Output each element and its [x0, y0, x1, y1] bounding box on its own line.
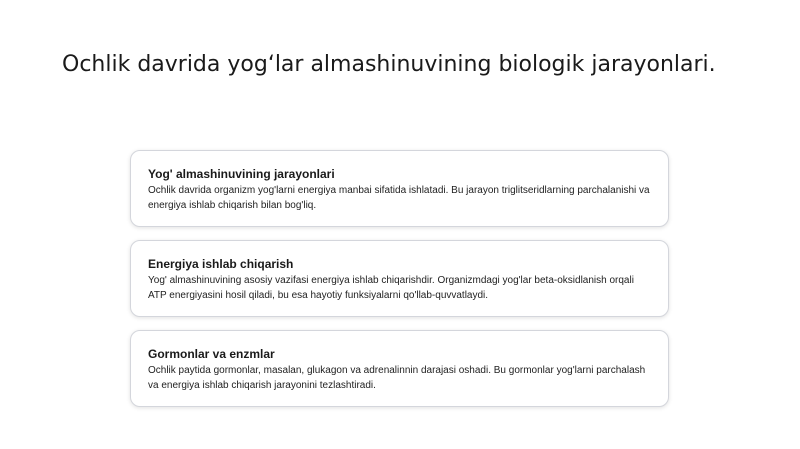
card-title: Energiya ishlab chiqarish — [148, 257, 294, 271]
card-text: Ochlik paytida gormonlar, masalan, glukagon va adrenalinnin darajasi oshadi. Bu gormonlar yog'larni parchalash va energiya ishlab chiqarish jarayonini tezlashtiradi. — [148, 365, 646, 391]
card-text: Yog' almashinuvining asosiy vazifasi energiya ishlab chiqarishdir. Organizmdagi yog'lar beta-oksidlanish orqali ATP energiyasini hosil qiladi, bu esa hayotiy funksiyalarni qo'llab-quvvatlaydi. — [148, 275, 634, 301]
info-card-hormones-enzymes — [130, 330, 669, 407]
card-text: Ochlik davrida organizm yog'larni energiya manbai sifatida ishlatadi. Bu jarayon triglitseridlarning parchalanishi va energiya ishlab chiqarish bilan bog'liq. — [148, 185, 650, 211]
info-card-energy-production — [130, 240, 669, 317]
card-title: Yog' almashinuvining jarayonlari — [148, 167, 335, 181]
card-title: Gormonlar va enzmlar — [148, 347, 275, 361]
slide-title: Ochlik davrida yog‘lar almashinuvining biologik jarayonlari. — [62, 52, 716, 77]
info-card-fat-metabolism — [130, 150, 669, 227]
